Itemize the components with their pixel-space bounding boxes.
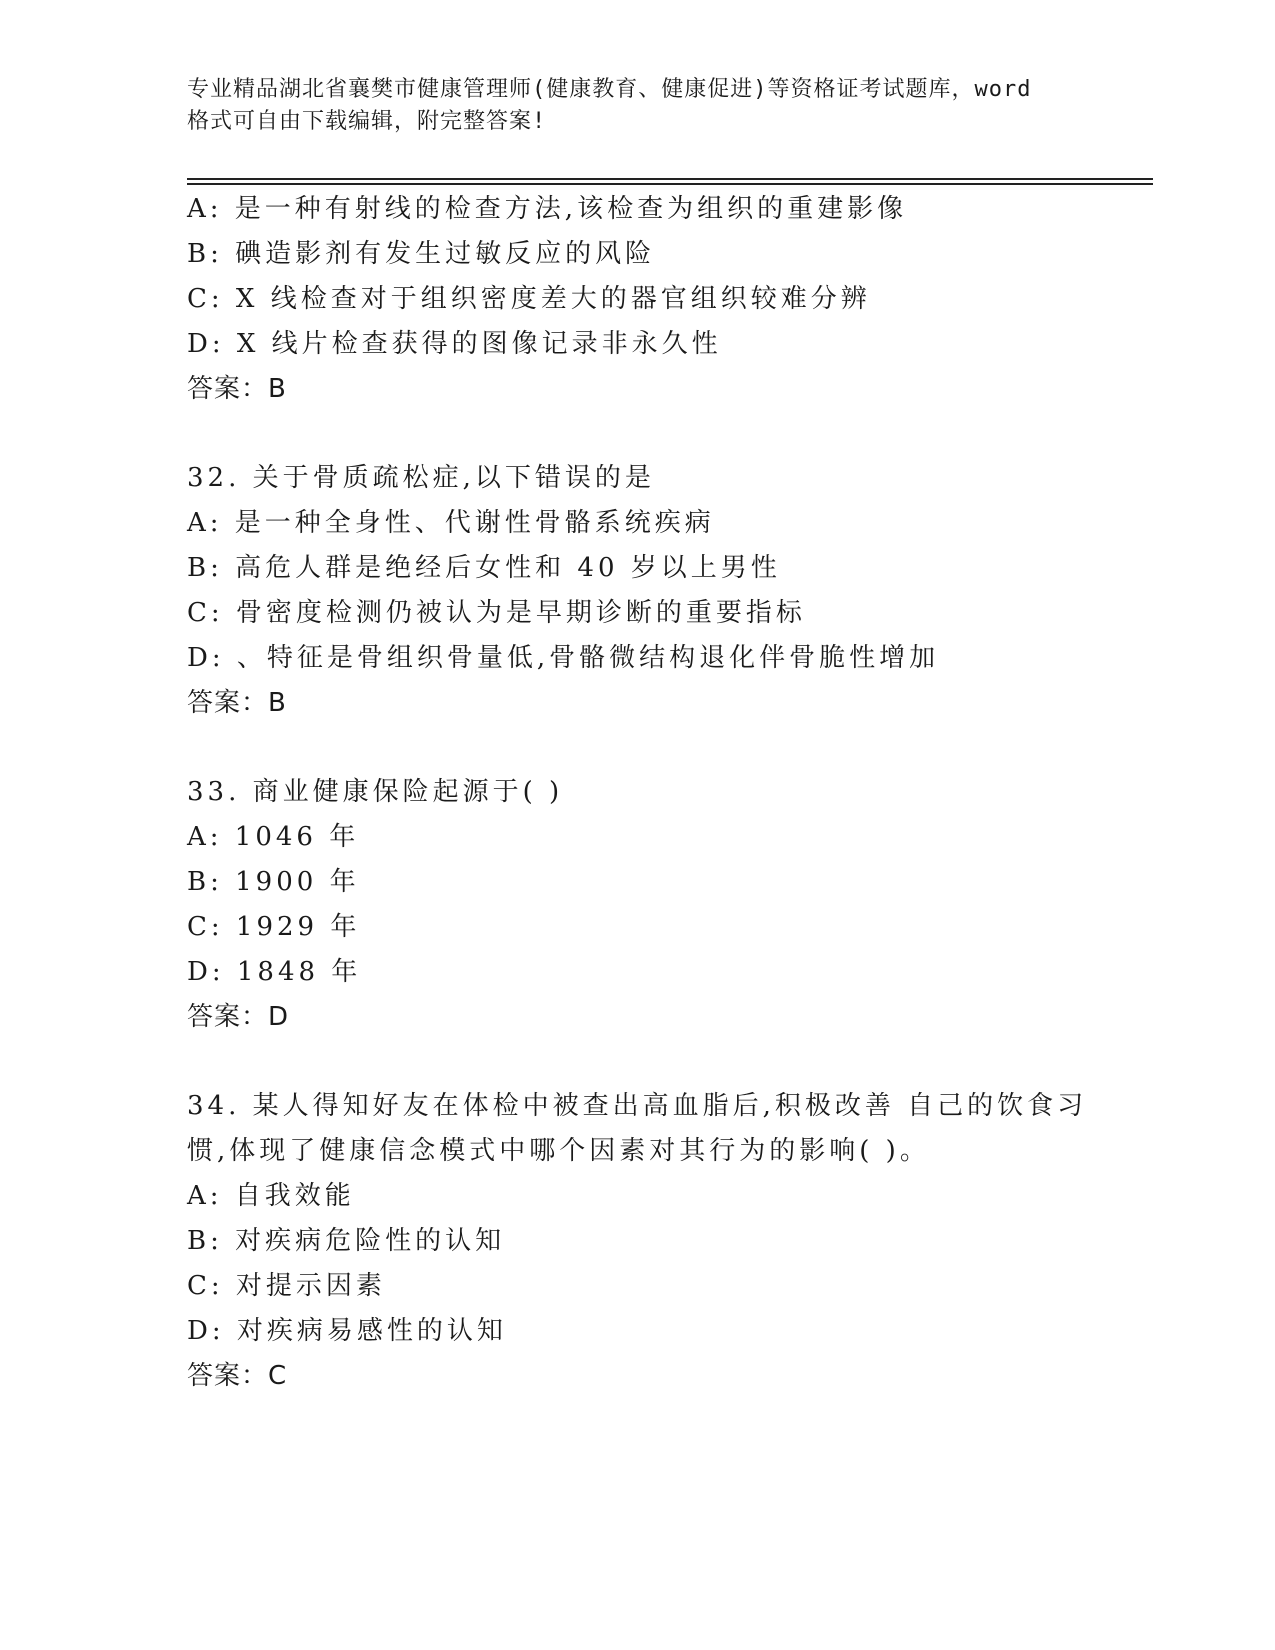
q34-stem-line-2: 惯,体现了健康信念模式中哪个因素对其行为的影响( )。 <box>187 1136 930 1166</box>
q32-option-a: A: 是一种全身性、代谢性骨骼系统疾病 <box>187 508 715 538</box>
q31-option-b: B: 碘造影剂有发生过敏反应的风险 <box>187 239 656 269</box>
document-header <box>187 74 1087 138</box>
q31-option-c: C: X 线检查对于组织密度差大的器官组织较难分辨 <box>187 284 871 314</box>
q34-answer: 答案：C <box>187 1361 288 1391</box>
q33-option-d: D: 1848 年 <box>187 957 362 987</box>
q33-answer: 答案：D <box>187 1002 290 1032</box>
q32-stem: 32. 关于骨质疏松症,以下错误的是 <box>187 463 655 493</box>
q33-stem: 33. 商业健康保险起源于( ) <box>187 777 564 807</box>
q31-option-a: A: 是一种有射线的检查方法,该检查为组织的重建影像 <box>187 194 908 224</box>
header-line-1: 专业精品湖北省襄樊市健康管理师(健康教育、健康促进)等资格证考试题库，word <box>187 77 1032 102</box>
q31-answer: 答案：B <box>187 374 287 404</box>
header-line-2: 格式可自由下载编辑，附完整答案! <box>187 109 547 134</box>
q33-option-a: A: 1046 年 <box>187 822 360 852</box>
q33-option-b: B: 1900 年 <box>187 867 360 897</box>
q32-option-d: D: 、特征是骨组织骨量低,骨骼微结构退化伴骨脆性增加 <box>187 643 940 673</box>
header-divider-bottom <box>187 183 1153 185</box>
q33-option-c: C: 1929 年 <box>187 912 361 942</box>
q32-option-b: B: 高危人群是绝经后女性和 40 岁以上男性 <box>187 553 781 583</box>
header-divider-top <box>187 178 1153 180</box>
q34-option-b: B: 对疾病危险性的认知 <box>187 1226 506 1256</box>
q34-option-d: D: 对疾病易感性的认知 <box>187 1316 507 1346</box>
q34-option-c: C: 对提示因素 <box>187 1271 386 1301</box>
q32-option-c: C: 骨密度检测仍被认为是早期诊断的重要指标 <box>187 598 806 628</box>
q32-answer: 答案：B <box>187 688 287 718</box>
q34-stem-line-1: 34. 某人得知好友在体检中被查出高血脂后,积极改善 自己的饮食习 <box>187 1091 1088 1121</box>
q31-option-d: D: X 线片检查获得的图像记录非永久性 <box>187 329 722 359</box>
q34-option-a: A: 自我效能 <box>187 1181 355 1211</box>
